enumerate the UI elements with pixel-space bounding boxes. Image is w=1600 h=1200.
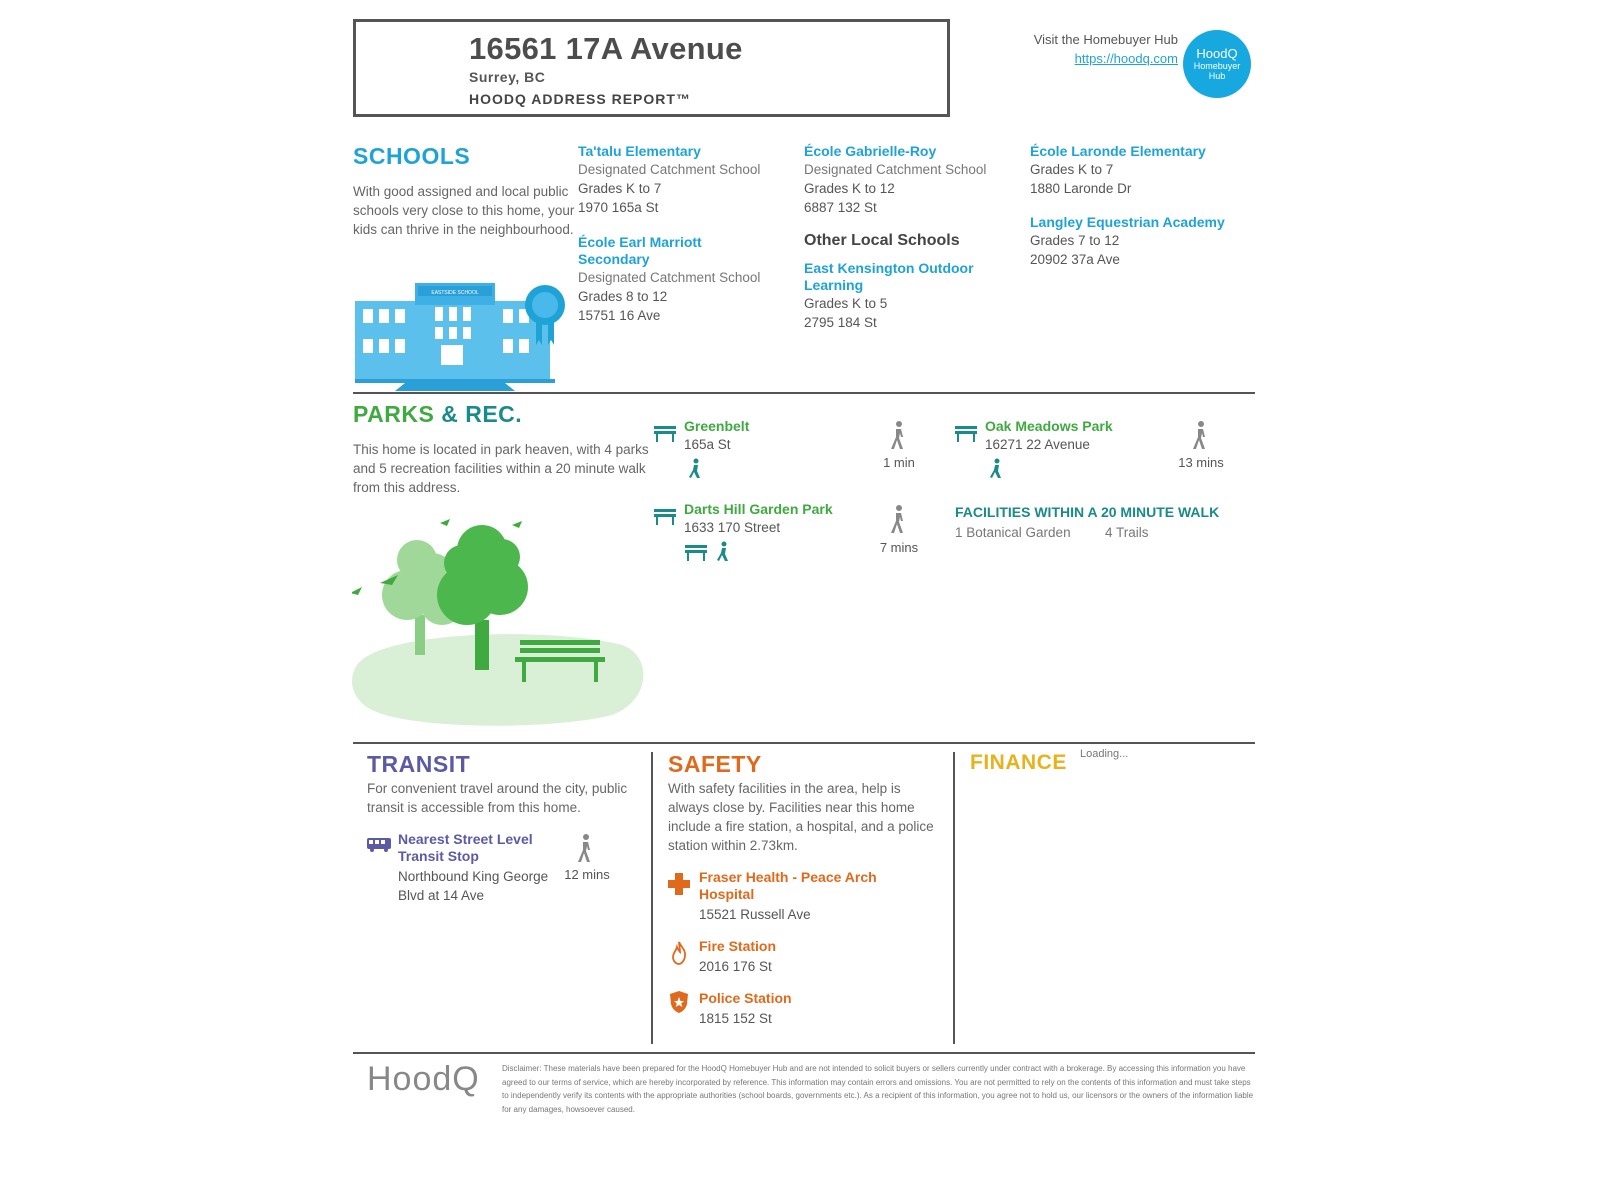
safety-name: Fire Station (699, 938, 777, 954)
school-sign-text: EASTSIDE SCHOOL (431, 290, 479, 296)
walk-icon (1190, 420, 1212, 455)
park-item[interactable] (684, 418, 884, 454)
safety-address: 15521 Russell Ave (699, 907, 811, 922)
school-building-illustration (355, 283, 570, 391)
school-address: 1880 Laronde Dr (1030, 181, 1132, 196)
hub-badge-line1: HoodQ (1196, 46, 1238, 61)
school-type: Designated Catchment School (578, 162, 761, 177)
safety-item[interactable] (699, 990, 899, 1028)
address-city: Surrey, BC (469, 69, 546, 85)
fire-icon (671, 941, 687, 970)
school-grades: Grades K to 12 (804, 181, 895, 196)
report-title: HOODQ ADDRESS REPORT™ (469, 91, 691, 107)
transit-walk-time: 12 mins (564, 867, 610, 882)
park-illustration (352, 515, 652, 735)
transit-description: For convenient travel around the city, public transit is accessible from this home. (367, 781, 628, 815)
facility-item: 4 Trails (1105, 525, 1149, 540)
parks-title (353, 401, 522, 428)
transit-stop-address: Northbound King George Blvd at 14 Ave (398, 869, 549, 903)
safety-description: With safety facilities in the area, help is always close by. Facilities near this home include a fire station, a hospital, and a police station within 2.73km. (668, 781, 934, 853)
safety-item[interactable] (699, 938, 899, 976)
school-item[interactable] (804, 143, 1014, 217)
school-grades: Grades K to 5 (804, 296, 888, 311)
safety-name: Fraser Health - Peace Arch Hospital (699, 869, 877, 902)
school-name: École Gabrielle-Roy (804, 143, 937, 159)
park-walk-time: 1 min (883, 455, 915, 470)
school-name: Langley Equestrian Academy (1030, 214, 1225, 230)
school-grades: Grades K to 7 (578, 181, 662, 196)
facilities-title: FACILITIES WITHIN A 20 MINUTE WALK (955, 504, 1220, 520)
runner-icon (716, 541, 730, 568)
school-address: 2795 184 St (804, 315, 877, 330)
address-street: 16561 17A Avenue (469, 31, 743, 66)
facility-item: 1 Botanical Garden (955, 525, 1071, 540)
schools-description: With good assigned and local public schools very close to this home, your kids can thrive in the neighbourhood. (353, 184, 575, 237)
school-item[interactable] (578, 234, 768, 325)
hoodq-logo: HoodQ (367, 1060, 480, 1098)
school-name: Ta'talu Elementary (578, 143, 701, 159)
transit-title: TRANSIT (367, 751, 471, 777)
safety-item[interactable] (699, 869, 899, 924)
section-divider (353, 742, 1255, 744)
school-name: École Laronde Elementary (1030, 143, 1206, 159)
school-type: Designated Catchment School (804, 162, 987, 177)
park-name: Oak Meadows Park (985, 418, 1113, 434)
walk-icon (888, 504, 910, 539)
column-divider (953, 752, 955, 1044)
bus-icon (367, 838, 391, 857)
schools-title: SCHOOLS (353, 143, 471, 169)
hub-badge[interactable] (1183, 30, 1251, 98)
police-badge-icon (670, 991, 688, 1018)
park-name: Greenbelt (684, 418, 750, 434)
parks-description: This home is located in park heaven, with 4 parks and 5 recreation facilities within a 20 minute walk from this address. (353, 442, 649, 495)
transit-stop-title: Nearest Street Level Transit Stop (398, 831, 533, 864)
footer-divider (353, 1052, 1255, 1054)
school-address: 20902 37a Ave (1030, 252, 1120, 267)
hub-link[interactable]: https://hoodq.com (1074, 51, 1178, 66)
school-grades: Grades K to 7 (1030, 162, 1114, 177)
hospital-cross-icon (668, 873, 690, 900)
school-address: 1970 165a St (578, 200, 659, 215)
parks-title-a: PARKS (353, 401, 435, 427)
safety-address: 2016 176 St (699, 959, 772, 974)
school-item[interactable] (1030, 214, 1260, 269)
school-address: 15751 16 Ave (578, 308, 661, 323)
safety-title: SAFETY (668, 751, 762, 777)
school-grades: Grades 7 to 12 (1030, 233, 1120, 248)
park-walk-time: 13 mins (1178, 455, 1224, 470)
school-type: Designated Catchment School (578, 270, 761, 285)
safety-name: Police Station (699, 990, 792, 1006)
school-name: East Kensington Outdoor Learning (804, 260, 974, 293)
school-name: École Earl Marriott Secondary (578, 234, 702, 267)
bench-icon (955, 426, 977, 447)
school-address: 6887 132 St (804, 200, 877, 215)
park-address: 165a St (684, 437, 731, 452)
hub-visit-text: Visit the Homebuyer Hub (1033, 32, 1178, 47)
park-name: Darts Hill Garden Park (684, 501, 833, 517)
school-grades: Grades 8 to 12 (578, 289, 668, 304)
walk-icon (575, 833, 597, 868)
runner-icon (989, 458, 1003, 485)
bench-icon (654, 426, 676, 447)
hub-badge-line3: Hub (1208, 71, 1226, 81)
other-local-schools-title: Other Local Schools (804, 232, 960, 249)
park-walk-time: 7 mins (879, 540, 919, 555)
park-address: 1633 170 Street (684, 520, 781, 535)
column-divider (651, 752, 653, 1044)
section-divider (353, 392, 1255, 394)
bench-icon (654, 509, 676, 530)
runner-icon (688, 458, 702, 485)
park-address: 16271 22 Avenue (985, 437, 1090, 452)
disclaimer: Disclaimer: These materials have been prepared for the HoodQ Homebuyer Hub and are not intended to solicit buyers or sellers currently under contract with a brokerage. By accessing this information you have agreed to our terms of service, which are hereby incorporated by reference. This information may contain errors and omissions. You are not permitted to rely on the contents of this information and must take steps to independently verify its contents with the appropriate authorities (school boards, governments etc.). As a recipient of this information, you agree not to hold us, our licensors or the owners of the information liable for any damages, howsoever caused. (502, 1064, 1254, 1114)
parks-title-b: & REC. (441, 401, 523, 427)
school-item[interactable] (1030, 143, 1260, 198)
finance-title: FINANCE (970, 751, 1067, 774)
park-item[interactable] (684, 501, 884, 537)
school-item[interactable] (578, 143, 788, 217)
hub-badge-line2: Homebuyer (1193, 61, 1241, 71)
safety-address: 1815 152 St (699, 1011, 772, 1026)
park-item[interactable] (985, 418, 1185, 454)
school-item[interactable] (804, 260, 1004, 332)
walk-icon (888, 420, 910, 455)
finance-loading: Loading... (1080, 748, 1129, 760)
bench-icon (685, 545, 707, 566)
